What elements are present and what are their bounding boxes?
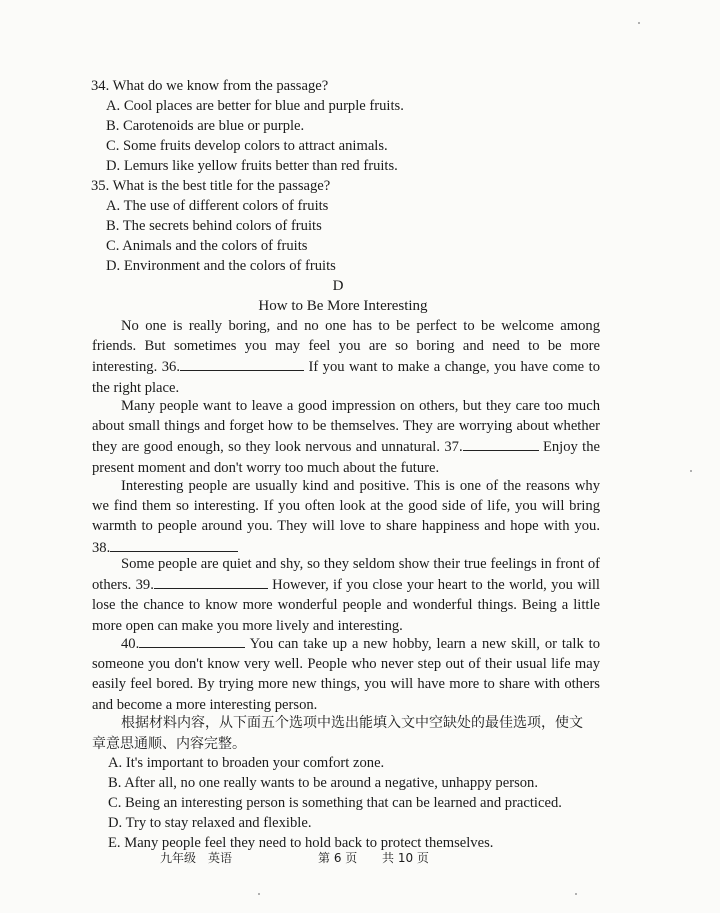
question-34-option-c: C. Some fruits develop colors to attract animals. (106, 138, 388, 154)
footer-total: 共 10 页 (382, 851, 429, 865)
footer-grade: 九年级 (160, 851, 197, 865)
question-34-option-b: B. Carotenoids are blue or purple. (106, 118, 305, 134)
scan-speck (258, 893, 260, 895)
scan-speck (575, 893, 577, 895)
blank-40 (139, 633, 245, 648)
paragraph-2 (92, 396, 600, 478)
blank-36 (180, 356, 304, 371)
choice-b: B. After all, no one really wants to be around a negative, unhappy person. (108, 775, 538, 791)
paragraph-5 (92, 633, 600, 715)
paragraph-3-text-before: Interesting people are usually kind and positive. This is one of the reasons why we find them so interesting. If you often look at the good side of life, you will bring warmth to people around you. They will love to share happiness and hope with you. 38. (92, 478, 600, 556)
choice-a: A. It's important to broaden your comfort zone. (108, 755, 385, 771)
question-35-stem: 35. What is the best title for the passage? (91, 178, 331, 194)
question-34-option-d: D. Lemurs like yellow fruits better than red fruits. (106, 158, 398, 174)
paragraph-5-text-before: 40. (121, 636, 140, 652)
paragraph-2-text-before: Many people want to leave a good impression on others, but they care too much about small things and forget how to be themselves. They are worrying about whether they are good enough, so they look nervous and unnatural. 37. (92, 398, 600, 456)
paragraph-1-text-after: If you want to make a change, you have come to the right place. (92, 359, 600, 396)
question-35-option-d: D. Environment and the colors of fruits (106, 258, 336, 274)
instruction-text: 根据材料内容，从下面五个选项中选出能填入文中空缺处的最佳选项，使文章意思通顺、内容完整。 (92, 715, 583, 752)
section-letter: D (332, 278, 344, 294)
passage-title: How to Be More Interesting (258, 298, 428, 314)
paragraph-3 (92, 476, 600, 558)
footer-subject: 英语 (208, 851, 233, 865)
paragraph-1-text-before: No one is really boring, and no one has to be perfect to be welcome among friends. But sometimes you may feel you are so boring and need to be more interesting. 36. (92, 318, 600, 376)
paragraph-2-text-after: Enjoy the present moment and don't worry too much about the future. (92, 439, 600, 476)
paragraph-5-text-after: You can take up a new hobby, learn a new skill, or talk to someone you don't know very well. People who never step out of their usual life may easily feel bored. By trying more new things, you will have more to share with others and become a more interesting person. (92, 636, 600, 713)
choice-e: E. Many people feel they need to hold back to protect themselves. (108, 835, 494, 851)
scan-speck (638, 22, 640, 24)
question-35-option-a: A. The use of different colors of fruits (106, 198, 329, 214)
blank-38 (110, 537, 238, 552)
choice-d: D. Try to stay relaxed and flexible. (108, 815, 312, 831)
question-35-option-b: B. The secrets behind colors of fruits (106, 218, 322, 234)
question-34-option-a: A. Cool places are better for blue and purple fruits. (106, 98, 404, 114)
paragraph-4 (92, 554, 600, 636)
paragraph-4-text-after: However, if you close your heart to the world, you will lose the chance to know more wonderful people and wonderful things. Being a little more open can make you more lively and interesting. (92, 577, 600, 634)
choice-c: C. Being an interesting person is something that can be learned and practiced. (108, 795, 562, 811)
paragraph-1 (92, 316, 600, 398)
question-34-stem: 34. What do we know from the passage? (91, 78, 329, 94)
paragraph-4-text-before: Some people are quiet and shy, so they seldom show their true feelings in front of others. 39. (92, 556, 600, 594)
blank-39 (154, 574, 268, 589)
question-35-option-c: C. Animals and the colors of fruits (106, 238, 308, 254)
footer-page: 第 6 页 (318, 851, 358, 865)
blank-37 (463, 436, 539, 451)
scan-speck (690, 470, 692, 472)
